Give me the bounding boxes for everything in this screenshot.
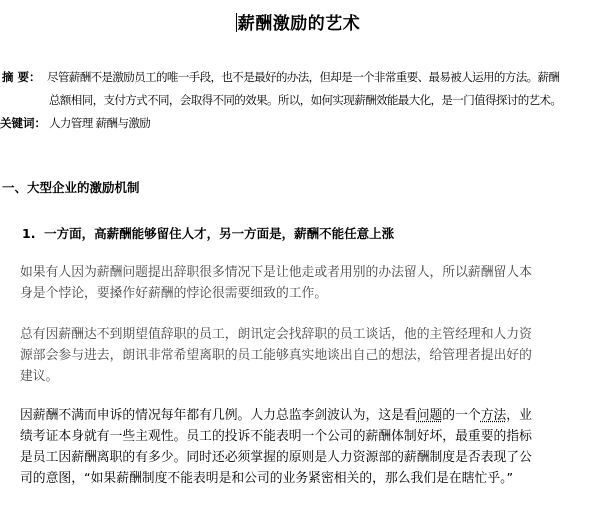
- subsection-title: 一方面，高薪酬能够留住人才，另一方面是，薪酬不能任意上涨: [44, 226, 395, 241]
- paragraph-2-line-1: 总有因薪酬达不到期望值辞职的员工，朗讯定会找辞职的员工谈话，他的主管经理和人力资: [20, 327, 532, 342]
- document-title: [0, 9, 596, 34]
- paragraph-3-line-4: 司的意图，“如果薪酬制度不能表明是和公司的业务紧密相关的，那么我们是在瞎忙乎。”: [20, 471, 514, 486]
- paragraph-3-line-1-part-a: 因薪酬不满而申诉的情况每年都有几例。人力总监李剑波认为，这是看: [20, 408, 417, 423]
- paragraph-2: [20, 324, 586, 387]
- paragraph-3: [20, 405, 586, 489]
- hyperlink-word-problem[interactable]: 问题: [416, 408, 443, 423]
- paragraph-3-line-1-part-b: 的一个: [442, 408, 481, 423]
- paragraph-1-line-2: 身是个悖论，要搡作好薪酬的悖论很需要细致的工作。: [20, 286, 328, 301]
- subsection-number: 1.: [22, 226, 36, 241]
- paragraph-2-line-3: 建议。: [20, 369, 59, 384]
- title-text: 薪酬激励的艺术: [237, 14, 361, 34]
- paragraph-2-line-2: 源部会参与进去，朗讯非常希望离职的员工能够真实地谈出自己的想法，给管理者提出好的: [20, 348, 532, 363]
- section-number: 一、: [2, 180, 28, 195]
- paragraph-3-line-3: 是员工因薪酬离职的有多少。同时还必须掌握的原则是人力资源部的薪酬制度是否表现了公: [20, 450, 532, 465]
- keywords-label: 关键词：: [0, 116, 46, 130]
- section-title: 大型企业的激励机制: [27, 180, 140, 195]
- hyperlink-word-method[interactable]: 方法: [480, 408, 507, 423]
- keywords-text: 人力管理 薪酬与激励: [49, 116, 151, 130]
- paragraph-3-line-2: 绩考证本身就有一些主观性。员工的投诉不能表明一个公司的薪酬体制好坏，最重要的指标: [20, 429, 532, 444]
- paragraph-3-line-1: [20, 405, 586, 426]
- paragraph-1: [20, 262, 586, 304]
- subsection-heading: [22, 224, 394, 242]
- paragraph-3-line-1-part-c: ，业: [506, 408, 532, 423]
- abstract-label: 摘 要：: [2, 70, 41, 84]
- section-heading: [2, 178, 140, 196]
- abstract-line-2: 总额相同，支付方式不同，会取得不同的效果。所以，如何实现薪酬效能最大化，是一门值得探讨的艺术。: [49, 93, 562, 107]
- abstract-line-1: 尽管薪酬不是激励员工的唯一手段，也不是最好的办法，但却是一个非常重要、最易被人运用的方法。薪酬: [47, 70, 560, 84]
- paragraph-1-line-1: 如果有人因为薪酬问题提出辞职很多情况下是让他走或者用别的办法留人，所以薪酬留人本: [20, 265, 532, 280]
- text-cursor: [236, 13, 237, 32]
